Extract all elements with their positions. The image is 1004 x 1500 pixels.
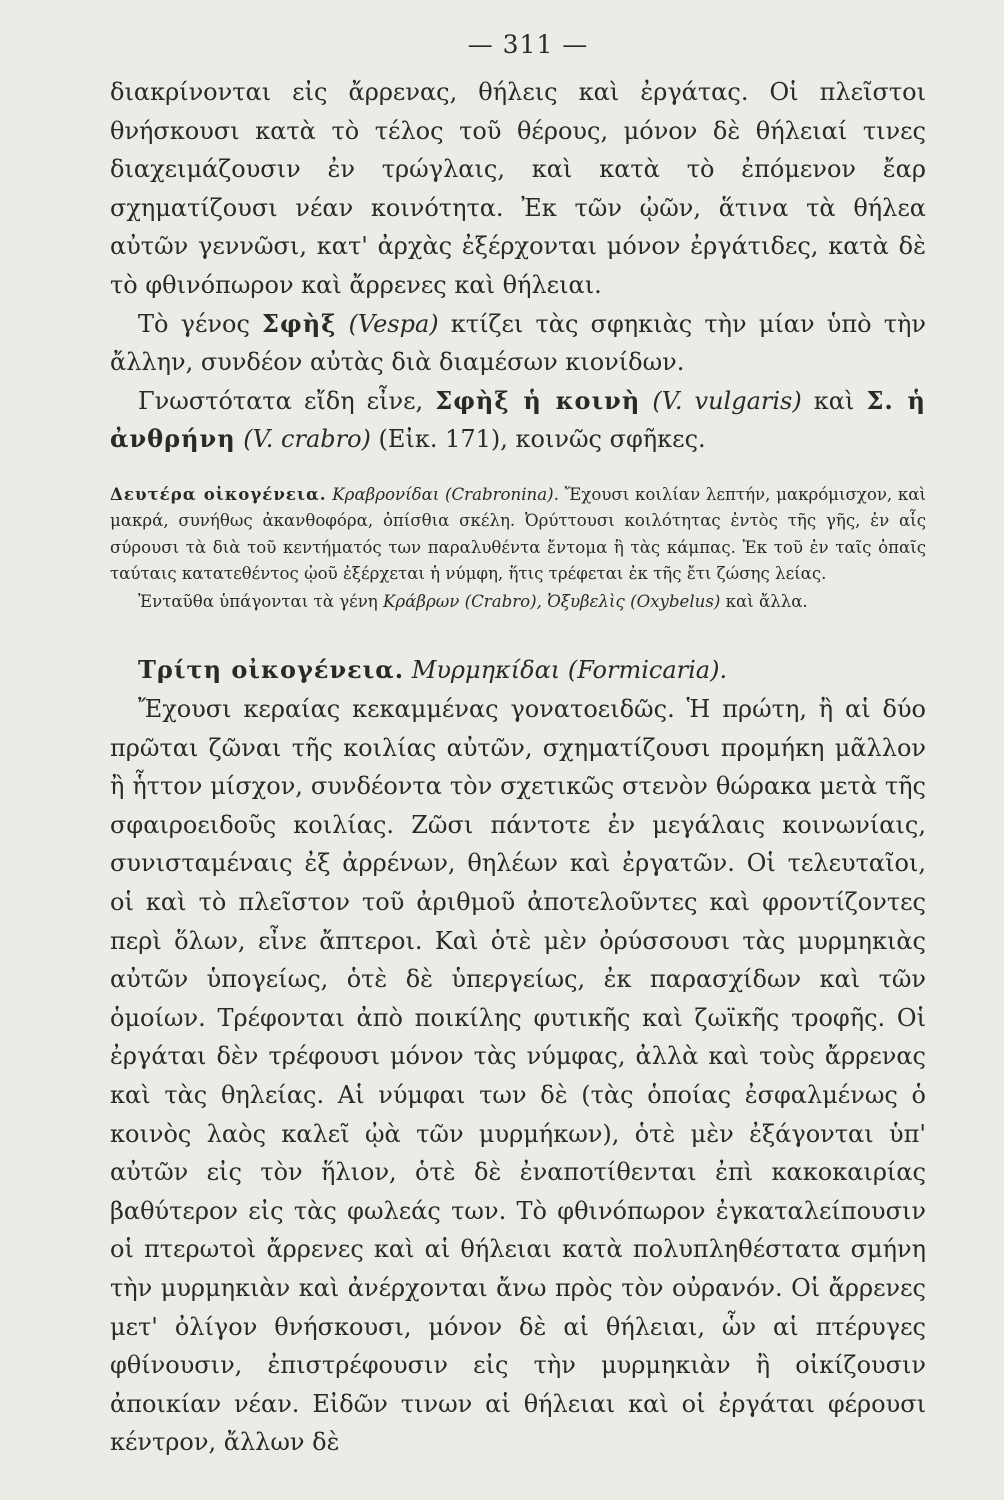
species-prefix: Γνωστότατα εἴδη εἶνε, (138, 386, 436, 415)
paragraph-known-species (110, 382, 926, 459)
genus-name: Σφὴξ (262, 308, 337, 338)
genus-description: κτίζει τὰς σφηκιὰς τὴν μίαν ὑπὸ τὴν ἄλλην, συνδέον αὐτὰς διὰ διαμέσων κιονίδων. (110, 309, 926, 377)
genera-prefix: Ἐνταῦθα ὑπάγονται τὰ γένη (138, 592, 384, 612)
genus-prefix: Τὸ γένος (138, 309, 263, 338)
section-heading-second-family: Δευτέρα οἰκογένεια. (110, 483, 327, 504)
species-hornet: Σ. ἡ ἀνθρήνη (110, 385, 926, 454)
species-common-wasp: Σφὴξ ἡ κοινὴ (435, 385, 641, 415)
paragraph-genus-vespa (110, 305, 926, 382)
species-suffix: (Εἰκ. 171), κοινῶς σφῆκες. (378, 425, 706, 454)
section-heading-third-family: Τρίτη οἰκογένεια. (138, 655, 405, 685)
section-name-crabronina: Κραβρονίδαι (Crabronina). (326, 484, 559, 504)
section-name-formicaria: Μυρμηκίδαι (Formicaria). (404, 656, 728, 685)
species-conjunction: καὶ (813, 386, 867, 415)
genera-suffix: καὶ ἄλλα. (720, 592, 808, 612)
genera-list: Κράβρων (Crabro), Ὀξυβελὶς (Oxybelus) (383, 592, 721, 612)
species-latin-crabro: (V. crabro) (235, 425, 379, 454)
section-crabronina (110, 481, 926, 587)
section-heading-formicaria (110, 651, 926, 690)
genus-latin: (Vespa) (336, 309, 451, 338)
paragraph-crabronina-genera (110, 589, 926, 615)
page-number: — 311 — (467, 30, 589, 59)
paragraph-ants: Ἔχουσι κεραίας κεκαμμένας γονατοειδῶς. Ἡ πρώτη, ἢ αἱ δύο πρῶται ζῶναι τῆς κοιλίας αὐτῶν, σχηματίζουσι προμήκη μᾶλλον ἢ ἧττον μίσχον, συνδέοντα τὸν σχετικῶς στενὸν θώρακα μετὰ τῆς σφαιροειδοῦς κοιλίας. Ζῶσι πάντοτε ἐν μεγάλαις κοινωνίαις, συνισταμέναις ἐξ ἀρρένων, θηλέων καὶ ἐργατῶν. Οἱ τελευταῖοι, οἱ καὶ τὸ πλεῖστον τοῦ ἀριθμοῦ ἀποτελοῦντες καὶ φροντίζοντες περὶ ὅλων, εἶνε ἄπτεροι. Καὶ ὁτὲ μὲν ὀρύσσουσι τὰς μυρμηκιὰς αὐτῶν ὑπογείως, ὁτὲ δὲ ὑπεργείως, ἐκ παρασχίδων καὶ τῶν ὁμοίων. Τρέφονται ἀπὸ ποικίλης φυτικῆς καὶ ζωϊκῆς τροφῆς. Οἱ ἐργάται δὲν τρέφουσι μόνον τὰς νύμφας, ἀλλὰ καὶ τοὺς ἄρρενας καὶ τὰς θηλείας. Αἱ νύμφαι των δὲ (τὰς ὁποίας ἐσφαλμένως ὁ κοινὸς λαὸς καλεῖ ᾠὰ τῶν μυρμήκων), ὁτὲ μὲν ἐξάγονται ὑπ' αὐτῶν εἰς τὸν ἥλιον, ὁτὲ δὲ ἐναποτίθενται ἐπὶ κακοκαιρίας βαθύτερον εἰς τὰς φωλεάς των. Τὸ φθινόπωρον ἐγκαταλείπουσιν οἱ πτερωτοὶ ἄρρενες καὶ αἱ θήλειαι κατὰ πολυπληθέστατα σμήνη τὴν μυρμηκιὰν καὶ ἀνέρχονται ἄνω πρὸς τὸν οὐρανόν. Οἱ ἄρρενες μετ' ὀλίγον θνήσκουσι, μόνον δὲ αἱ θήλειαι, ὧν αἱ πτέρυγες φθίνουσιν, ἐπιστρέφουσιν εἰς τὴν μυρμηκιὰν ἢ οἰκίζουσιν ἀποικίαν νέαν. Εἰδῶν τινων αἱ θήλειαι καὶ οἱ ἐργάται φέρουσι κέντρον, ἄλλων δὲ (110, 695, 926, 1457)
species-latin-vulgaris: (V. vulgaris) (640, 386, 814, 415)
paragraph-wasps-colonies: διακρίνονται εἰς ἄρρενας, θήλεις καὶ ἐργάτας. Οἱ πλεῖστοι θνήσκουσι κατὰ τὸ τέλος τοῦ θέρους, μόνον δὲ θήλειαί τινες διαχειμάζουσιν ἐν τρώγλαις, καὶ κατὰ τὸ ἐπόμενον ἔαρ σχηματίζουσι νέαν κοινότητα. Ἐκ τῶν ᾠῶν, ἅτινα τὰ θήλεα αὐτῶν γεννῶσι, κατ' ἀρχὰς ἐξέρχονται μόνον ἐργάτιδες, κατὰ δὲ τὸ φθινόπωρον καὶ ἄρρενες καὶ θήλειαι. (110, 78, 926, 299)
section-text-crabronina: Ἔχουσι κοιλίαν λεπτήν, μακρόμισχον, καὶ μακρά, συνήθως ἀκανθοφόρα, ὀπίσθια σκέλη. Ὀρύττουσι κοιλότητας ἐντὸς τῆς γῆς, ἐν αἷς σύρουσι τὰ διὰ τοῦ κεντήματός των παραλυθέντα ἔντομα ἢ τὰς κάμπας. Ἐκ τοῦ ἐν ταῖς ὀπαῖς ταύταις κατατεθέντος ᾠοῦ ἐξέρχεται ἡ νύμφη, ἥτις τρέφεται ἐκ τῆς ἔτι ζώσης λείας. (110, 484, 927, 583)
